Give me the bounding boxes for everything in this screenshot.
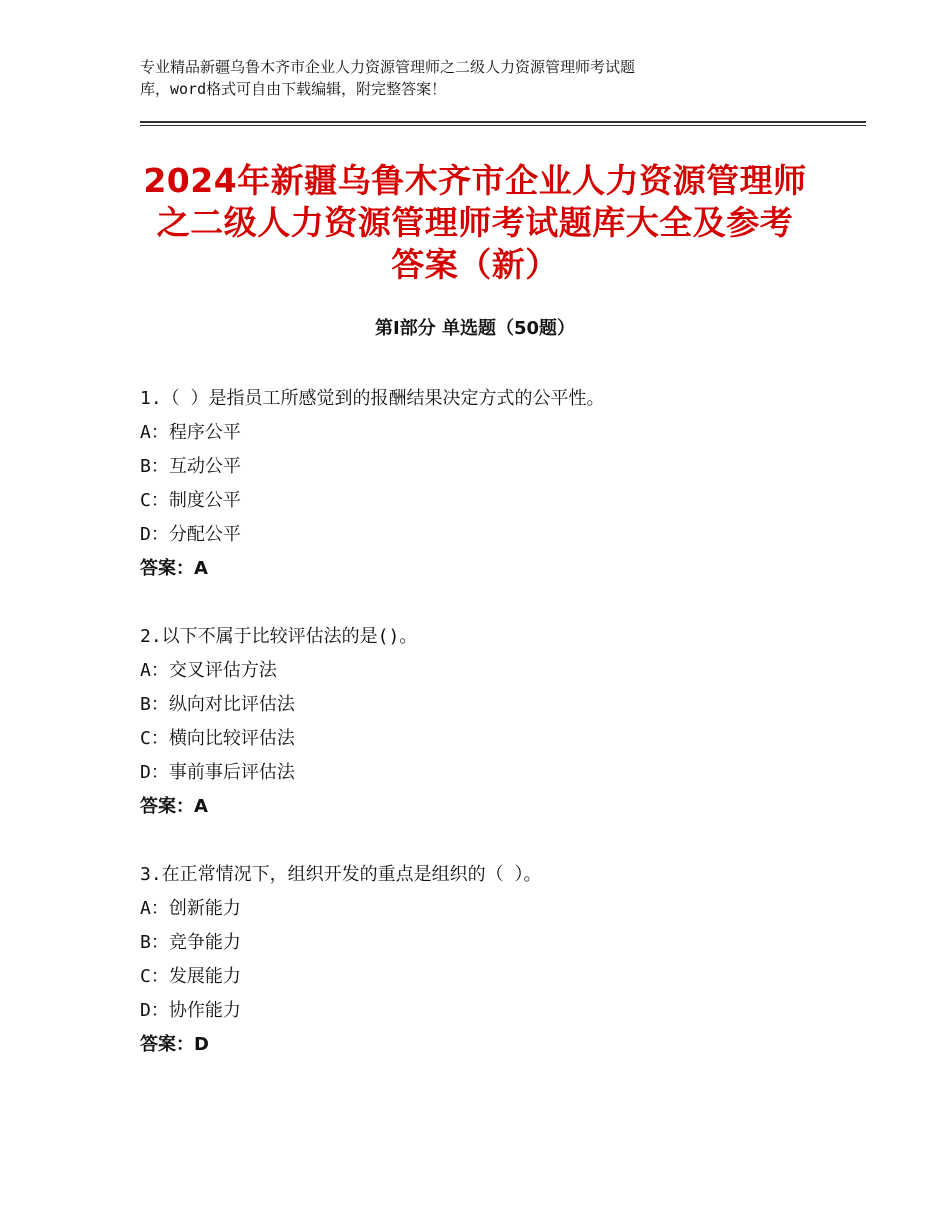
option-a: A：创新能力	[140, 898, 241, 919]
section-title: 第Ⅰ部分 单选题（50题）	[374, 318, 575, 339]
title-line-1: 2024年新疆乌鲁木齐市企业人力资源管理师	[143, 161, 807, 200]
title-line-3: 答案（新）	[391, 245, 559, 284]
option-a: A：交叉评估方法	[140, 660, 277, 681]
header-divider-thin	[140, 125, 866, 126]
question-2	[140, 620, 840, 824]
option-a: A：程序公平	[140, 422, 241, 443]
option-b: B：纵向对比评估法	[140, 694, 295, 715]
header-note-line-1: 专业精品新疆乌鲁木齐市企业人力资源管理师之二级人力资源管理师考试题	[140, 58, 636, 76]
question-stem: 1.（ ）是指员工所感觉到的报酬结果决定方式的公平性。	[140, 388, 605, 409]
question-1	[140, 382, 840, 586]
answer: 答案：A	[140, 796, 208, 817]
option-c: C：发展能力	[140, 966, 241, 987]
question-stem: 3.在正常情况下，组织开发的重点是组织的（ ）。	[140, 864, 542, 885]
header-note	[140, 56, 820, 100]
option-d: D：协作能力	[140, 1000, 241, 1021]
question-stem: 2.以下不属于比较评估法的是()。	[140, 626, 418, 647]
option-b: B：竞争能力	[140, 932, 241, 953]
option-c: C：制度公平	[140, 490, 241, 511]
answer: 答案：A	[140, 558, 208, 579]
question-3	[140, 858, 840, 1062]
question-list	[140, 382, 840, 1096]
title-line-2: 之二级人力资源管理师考试题库大全及参考	[156, 203, 794, 242]
answer: 答案：D	[140, 1034, 209, 1055]
header-divider-thick	[140, 121, 866, 123]
option-b: B：互动公平	[140, 456, 241, 477]
document-title	[130, 160, 820, 286]
option-d: D：分配公平	[140, 524, 241, 545]
option-d: D：事前事后评估法	[140, 762, 295, 783]
option-c: C：横向比较评估法	[140, 728, 295, 749]
header-note-line-2: 库，word格式可自由下载编辑，附完整答案！	[140, 80, 447, 98]
